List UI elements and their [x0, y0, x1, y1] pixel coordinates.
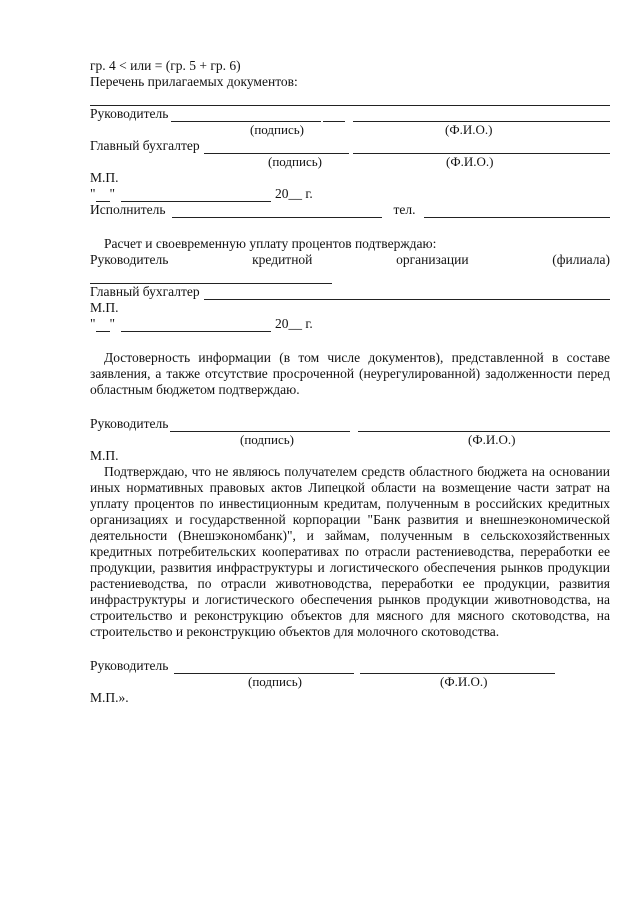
- stamp-place: М.П.: [90, 448, 119, 463]
- head-signature-row: [90, 106, 610, 122]
- month-blank: [121, 319, 271, 332]
- signature-blank: [204, 141, 289, 154]
- bank-head-row: [90, 252, 610, 268]
- fio-blank: [358, 419, 610, 432]
- non-recipient-paragraph: Подтверждаю, что не являюсь получателем средств областного бюджета на основании иных нормативных правовых актов Липецкой области на возмещение части затрат на уплату процентов по инвестиционным кредитам, полученным в российских кредитных организациях и государственной корпорации "Банк развития и внешнеэкономической деятельности (Внешэкономбанк)", и займам, полученным в сельскохозяйственных кредитных потребительских кооперативах по отрасли растениеводства, переработки ее продукции, развития инфраструктуры и логистического обеспечения рынков продукции растениеводства, по отрасли животноводства, переработки ее продукции, развития инфраструктуры и логистического обеспечения рынков продукции животноводства, на строительство и реконструкцию объектов для мясного для мясного скотоводства, на строительство и реконструкцию объектов для молочного скотоводства.: [90, 464, 610, 639]
- signature-blank-tail: [323, 109, 345, 122]
- confirm-intro: Расчет и своевременную уплату процентов подтверждаю:: [104, 236, 437, 251]
- head-blank: [90, 271, 332, 284]
- signature-caption: (подпись): [268, 154, 322, 169]
- executor-row: [90, 202, 610, 218]
- stamp-place-final: М.П.».: [90, 690, 129, 705]
- signature-blank: [174, 661, 354, 674]
- date-quote-close: ": [109, 316, 116, 331]
- final-signature-row: [90, 658, 610, 674]
- accountant-label: Главный бухгалтер: [90, 138, 200, 153]
- signature-blank-tail: [289, 141, 349, 154]
- signature-caption: (подпись): [240, 432, 294, 447]
- tel-label: тел.: [393, 202, 416, 217]
- signature-caption: (подпись): [248, 674, 302, 689]
- fio-blank: [353, 141, 610, 154]
- fio-caption: (Ф.И.О.): [446, 154, 494, 169]
- head-signature-captions: [90, 432, 610, 448]
- stamp-place: М.П.: [90, 170, 119, 185]
- executor-label: Исполнитель: [90, 202, 166, 217]
- tel-blank: [424, 205, 610, 218]
- head-signature-captions: [90, 122, 610, 138]
- accountant-signature-captions: [90, 154, 610, 170]
- head-word-1: Руководитель: [90, 252, 169, 267]
- signature-blank: [170, 419, 350, 432]
- documents-blank-line: [90, 90, 610, 106]
- date-quote-close: ": [109, 186, 116, 201]
- reliability-paragraph: Достоверность информации (в том числе документов), представленной в составе заявления, а также отсутствие просроченной (неурегулированной) задолженности перед областным бюджетом подтверждаю.: [90, 350, 610, 397]
- signature-caption: (подпись): [250, 122, 304, 137]
- final-signature-captions: [90, 674, 610, 690]
- fio-caption: (Ф.И.О.): [445, 122, 493, 137]
- accountant-label: Главный бухгалтер: [90, 284, 200, 299]
- head-label: Руководитель: [90, 106, 169, 121]
- head-label: Руководитель: [90, 658, 169, 673]
- head-word-3: организации: [396, 252, 469, 267]
- head-word-2: кредитной: [252, 252, 313, 267]
- day-blank: [96, 189, 110, 202]
- blank-fill: [90, 93, 610, 106]
- fio-blank: [353, 109, 610, 122]
- date-quote-open: ": [90, 316, 96, 331]
- date-year: 20__ г.: [275, 186, 313, 201]
- head-signature-row: [90, 416, 610, 432]
- documents-label: Перечень прилагаемых документов:: [90, 74, 298, 89]
- accountant-signature-row: [90, 138, 610, 154]
- month-blank: [121, 189, 271, 202]
- day-blank: [96, 319, 110, 332]
- fio-caption: (Ф.И.О.): [468, 432, 516, 447]
- fio-blank: [360, 661, 555, 674]
- head-label: Руководитель: [90, 416, 169, 431]
- date-row: [90, 316, 610, 332]
- formula-line: гр. 4 < или = (гр. 5 + гр. 6): [90, 58, 241, 73]
- bank-accountant-row: [90, 284, 610, 300]
- date-row: [90, 186, 610, 202]
- bank-head-blank-row: [90, 268, 610, 284]
- head-word-4: (филиала): [552, 252, 610, 267]
- stamp-place: М.П.: [90, 300, 119, 315]
- signature-blank: [171, 109, 321, 122]
- accountant-blank: [204, 287, 610, 300]
- executor-blank: [172, 205, 382, 218]
- document-page: [90, 58, 610, 706]
- date-year: 20__ г.: [275, 316, 313, 331]
- fio-caption: (Ф.И.О.): [440, 674, 488, 689]
- date-quote-open: ": [90, 186, 96, 201]
